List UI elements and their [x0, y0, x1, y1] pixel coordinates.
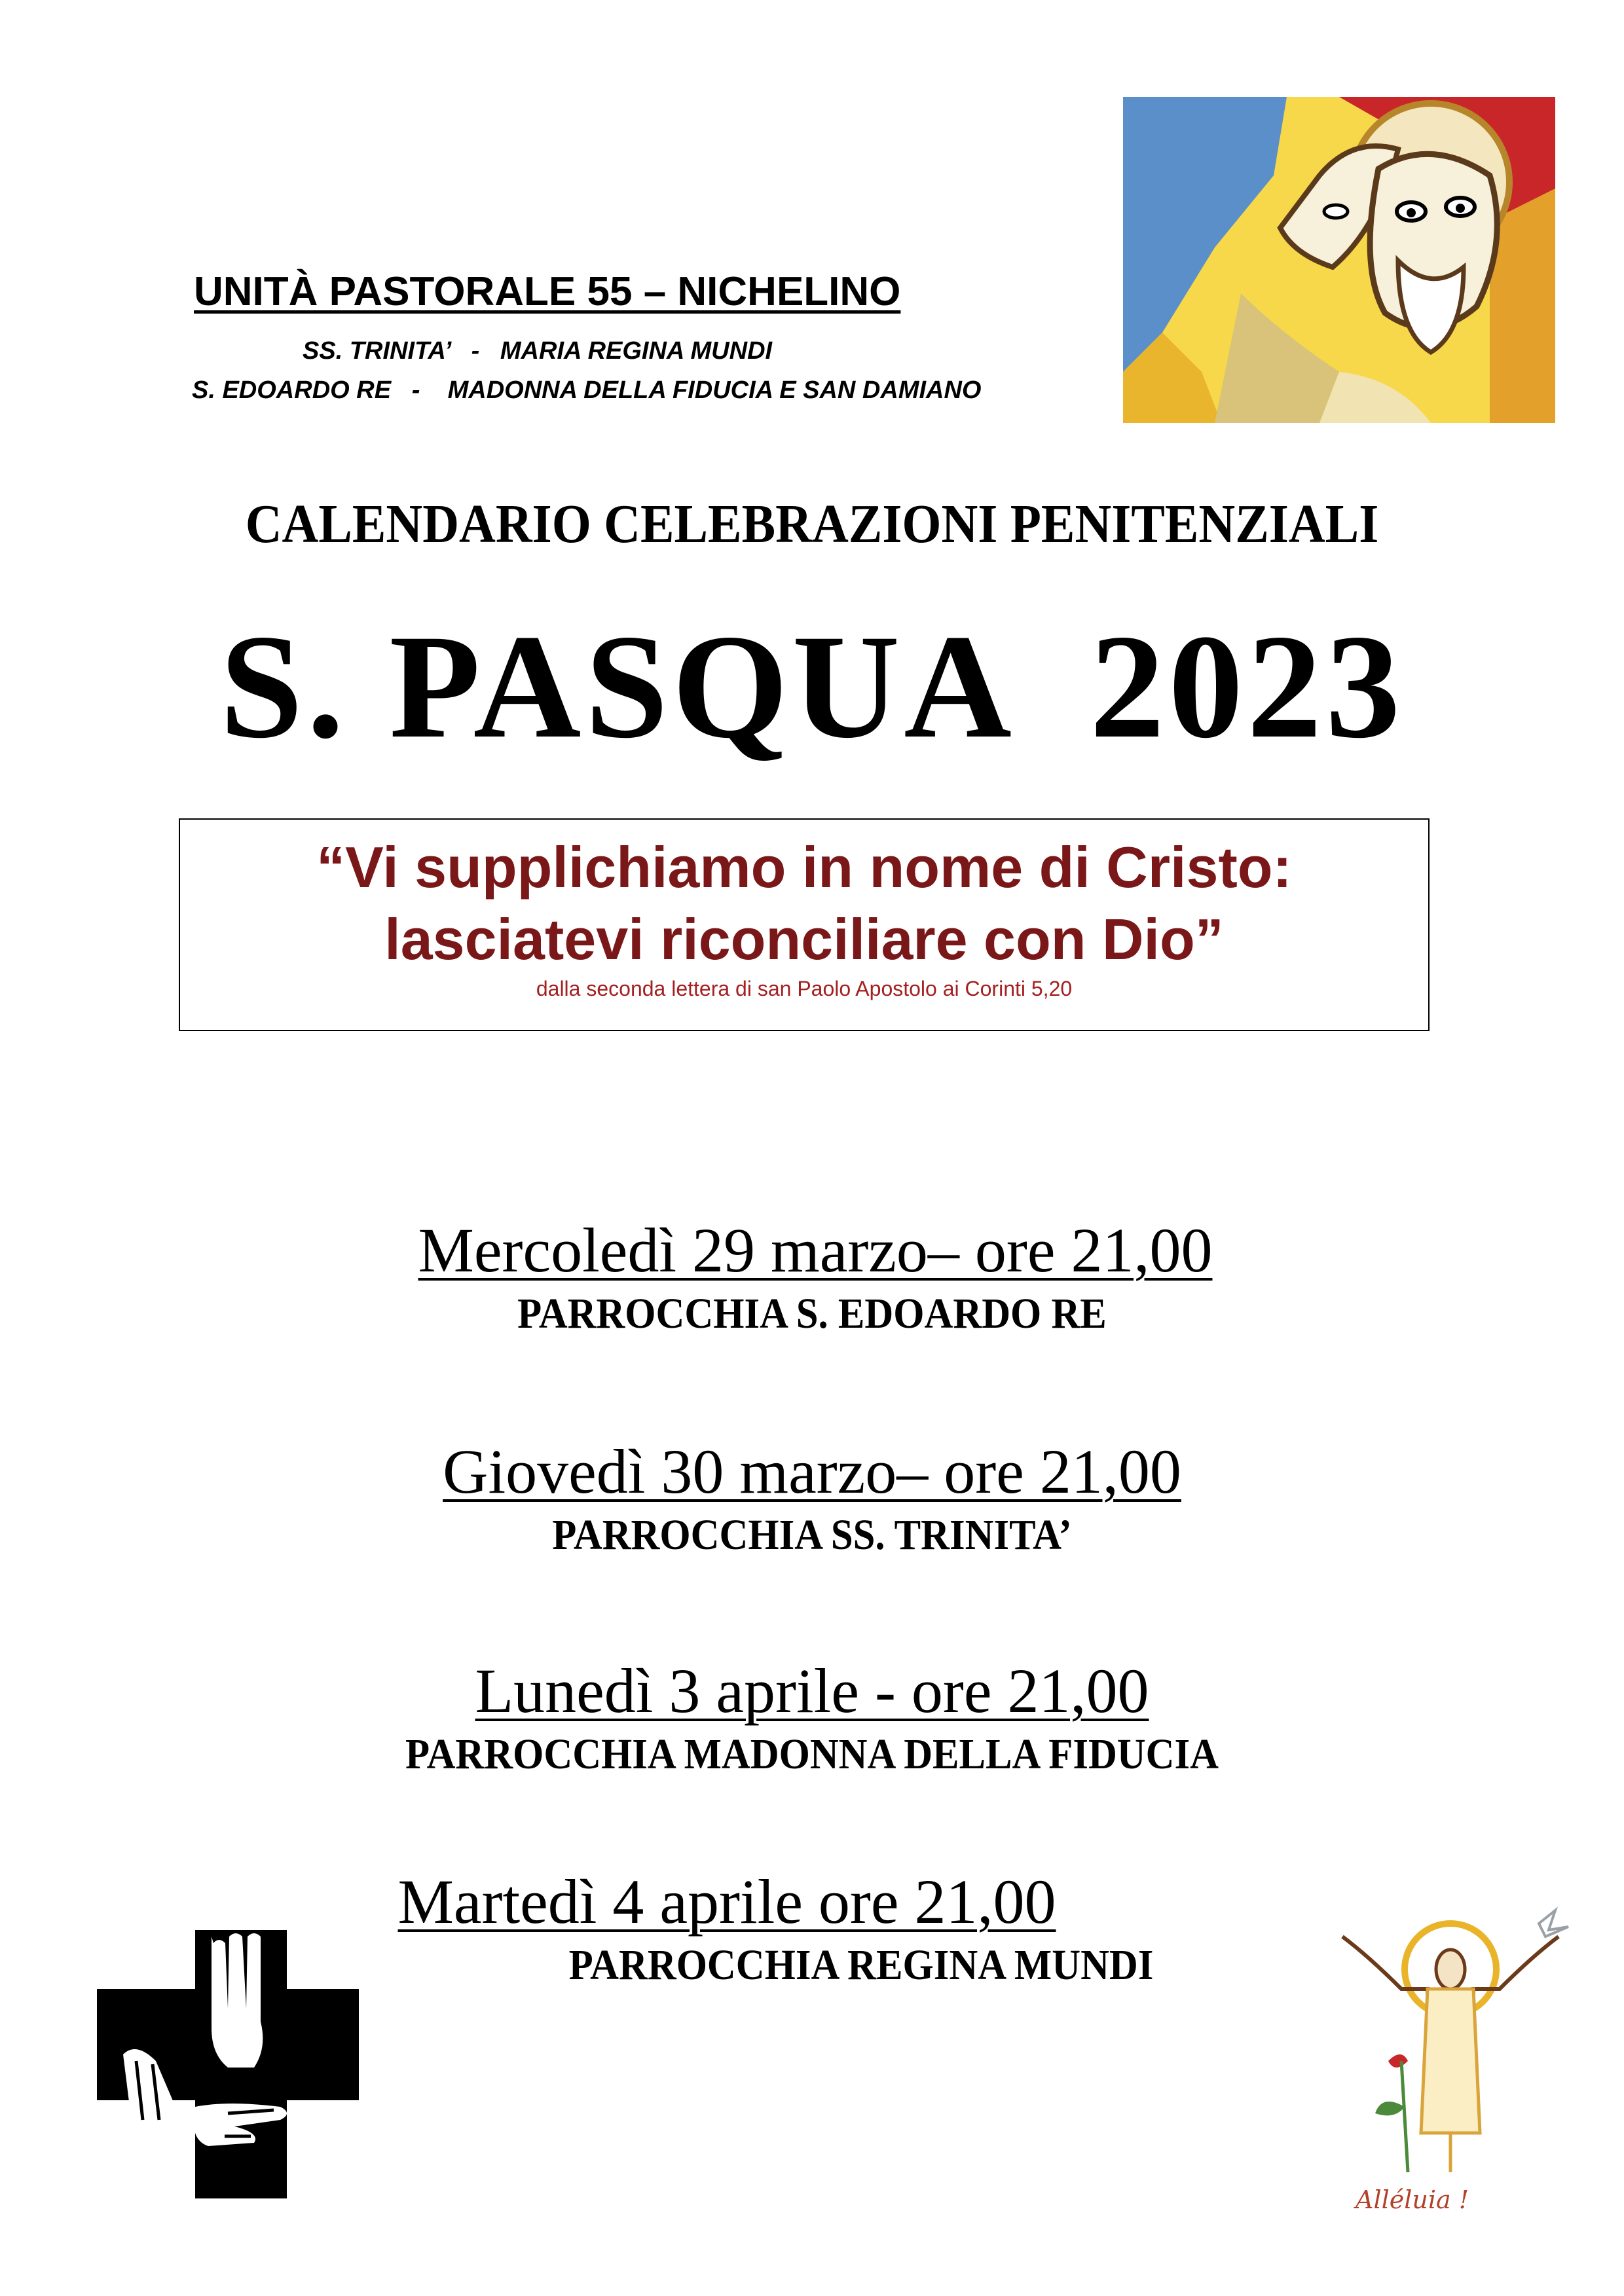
event-date: Mercoledì 29 marzo– ore 21,00	[418, 1215, 1213, 1285]
quote-line-1: “Vi supplichiamo in nome di Cristo:	[316, 835, 1292, 900]
parish-line-2: S. EDOARDO RE - MADONNA DELLA FIDUCIA E SAN DAMIANO	[192, 376, 982, 404]
main-title: S. PASQUA 2023	[219, 604, 1405, 769]
quote-source: dalla seconda lettera di san Paolo Apostolo ai Corinti 5,20	[536, 977, 1073, 1000]
risen-christ-illustration	[1329, 1897, 1572, 2231]
event-item	[0, 1436, 1624, 1563]
cross-hands-icon	[97, 1910, 359, 2198]
parish-line-1: SS. TRINITA’ - MARIA REGINA MUNDI	[303, 337, 773, 365]
alleluia-caption: Alléluia !	[1356, 2185, 1469, 2214]
calendar-heading: CALENDARIO CELEBRAZIONI PENITENZIALI	[245, 494, 1379, 555]
event-date: Lunedì 3 aprile - ore 21,00	[475, 1656, 1149, 1726]
unit-title: UNITÀ PASTORALE 55 – NICHELINO	[194, 269, 901, 314]
quote-line-2: lasciatevi riconciliare con Dio”	[384, 907, 1224, 972]
event-item	[0, 1655, 1624, 1782]
event-item	[0, 1214, 1624, 1341]
event-place: PARROCCHIA MADONNA DELLA FIDUCIA	[405, 1730, 1219, 1778]
event-date: Giovedì 30 marzo– ore 21,00	[443, 1436, 1181, 1506]
mercy-embrace-logo	[1123, 97, 1555, 423]
event-date: Martedì 4 aprile ore 21,00	[397, 1867, 1056, 1937]
event-place: PARROCCHIA S. EDOARDO RE	[517, 1290, 1107, 1338]
event-place: PARROCCHIA REGINA MUNDI	[568, 1941, 1154, 1989]
event-place: PARROCCHIA SS. TRINITA’	[552, 1511, 1072, 1559]
quote-box	[179, 818, 1430, 1031]
